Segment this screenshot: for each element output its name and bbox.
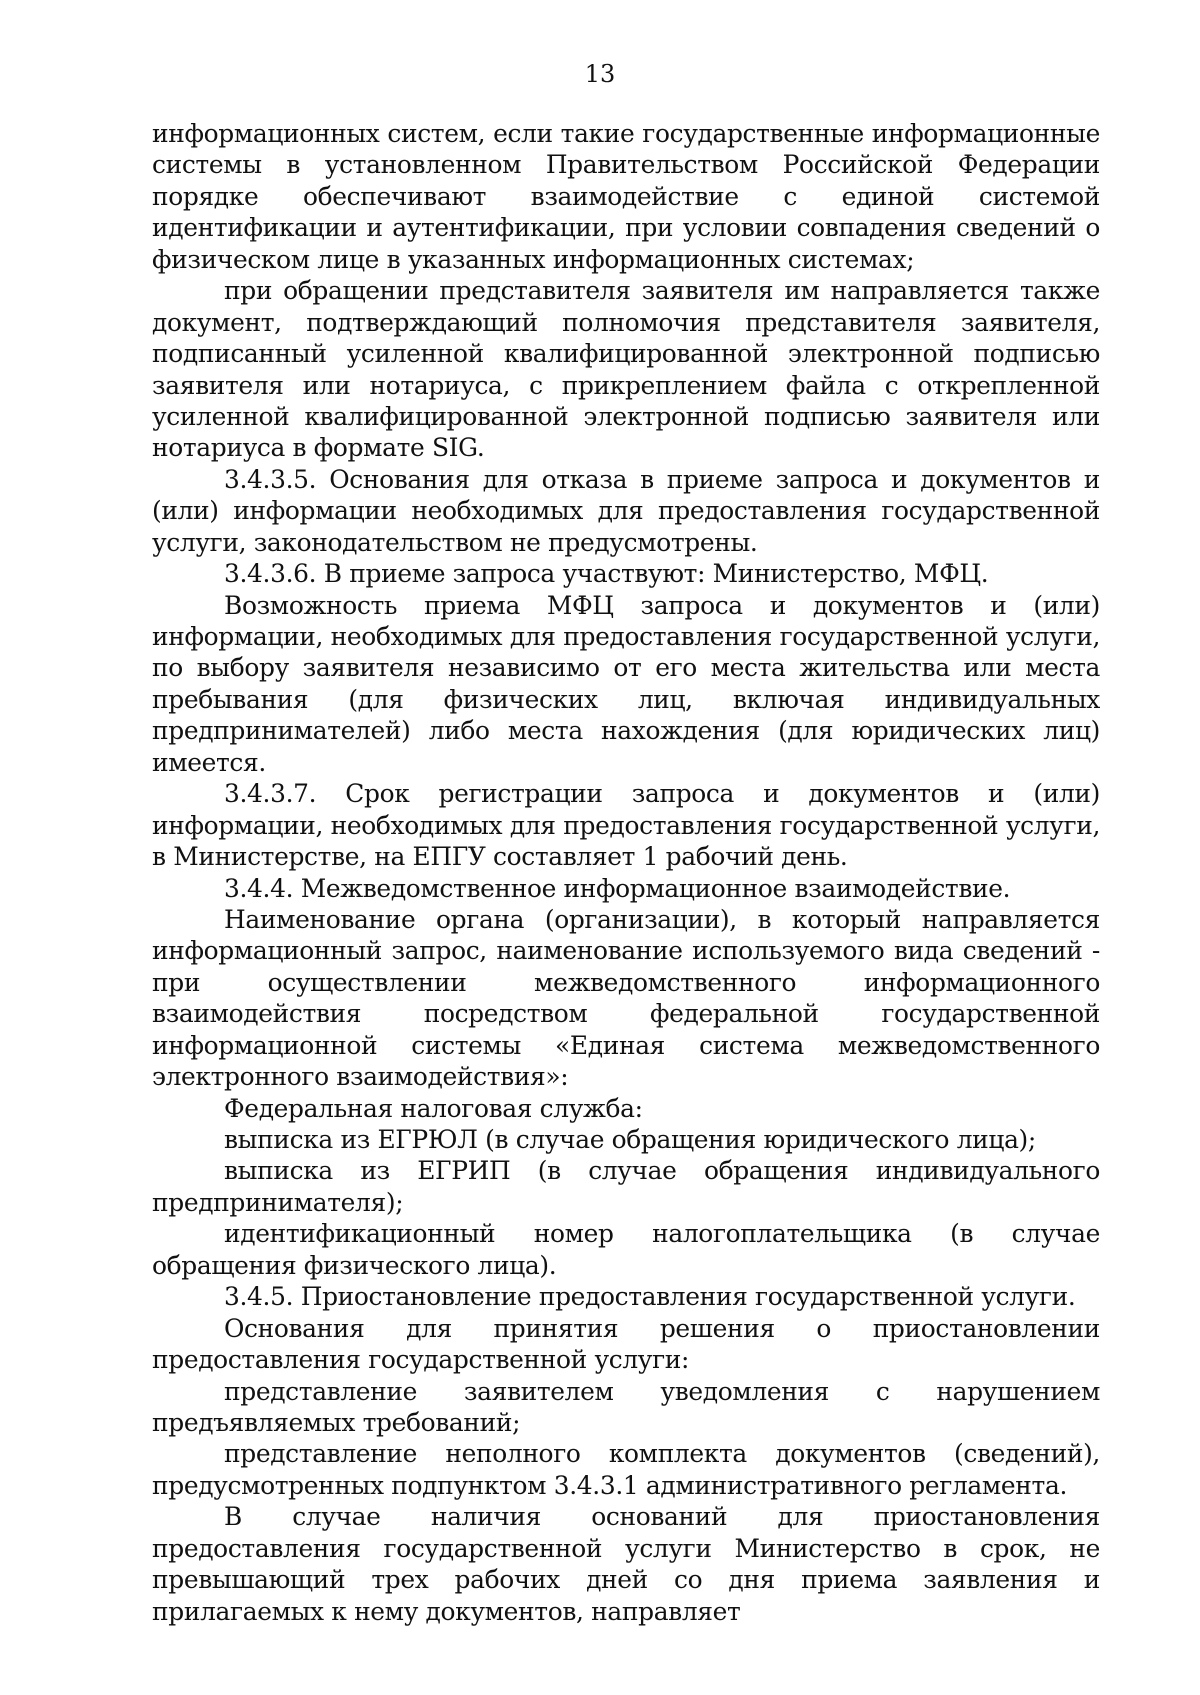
paragraph: информационных систем, если такие государственные информационные системы в установленном Правительством Российской Федерации порядке обеспечивают взаимодействие с единой системой идентификации и аутентификации, при условии совпадения сведений о физическом лице в указанных информационных системах; [152, 119, 1100, 274]
paragraph: представление неполного комплекта документов (сведений), предусмотренных подпунктом 3.4.3.1 административного регламента. [152, 1439, 1100, 1500]
paragraph: выписка из ЕГРИП (в случае обращения индивидуального предпринимателя); [152, 1156, 1100, 1217]
document-body [152, 118, 1100, 1627]
paragraph: представление заявителем уведомления с нарушением предъявляемых требований; [152, 1376, 1100, 1437]
paragraph: 3.4.4. Межведомственное информационное взаимодействие. [224, 873, 1011, 903]
paragraph: Возможность приема МФЦ запроса и документов и (или) информации, необходимых для предоставления государственной услуги, по выбору заявителя независимо от его места жительства или места пребывания (для физических лиц, включая индивидуальных предпринимателей) либо места нахождения (для юридических лиц) имеется. [152, 590, 1100, 777]
paragraph: Основания для принятия решения о приостановлении предоставления государственной услуги: [152, 1313, 1100, 1375]
paragraph: Федеральная налоговая служба: [224, 1093, 643, 1123]
paragraph: идентификационный номер налогоплательщика (в случае обращения физического лица). [152, 1219, 1100, 1280]
paragraph: выписка из ЕГРЮЛ (в случае обращения юридического лица); [224, 1125, 1036, 1154]
paragraph: 3.4.3.6. В приеме запроса участвуют: Министерство, МФЦ. [224, 559, 989, 589]
paragraph: 3.4.3.5. Основания для отказа в приеме запроса и документов и (или) информации необходимых для предоставления государственной услуги, законодательством не предусмотрены. [152, 464, 1100, 557]
paragraph: 3.4.3.7. Срок регистрации запроса и документов и (или) информации, необходимых для предоставления государственной услуги, в Министерстве, на ЕПГУ составляет 1 рабочий день. [152, 779, 1100, 872]
page-number: 13 [584, 60, 616, 88]
paragraph: при обращении представителя заявителя им направляется также документ, подтверждающий полномочия представителя заявителя, подписанный усиленной квалифицированной электронной подписью заявителя или нотариуса, с прикреплением файла с открепленной усиленной квалифицированной электронной подписью заявителя или нотариуса в формате SIG. [152, 276, 1100, 463]
paragraph: Наименование органа (организации), в который направляется информационный запрос, наименование используемого вида сведений - при осуществлении межведомственного информационного взаимодействия посредством федеральной государственной информационной системы «Единая система межведомственного электронного взаимодействия»: [152, 904, 1100, 1092]
paragraph: 3.4.5. Приостановление предоставления государственной услуги. [224, 1282, 1076, 1312]
paragraph: В случае наличия оснований для приостановления предоставления государственной услуги Министерство в срок, не превышающий трех рабочих дней со дня приема заявления и прилагаемых к нему документов, направляет [152, 1502, 1100, 1626]
